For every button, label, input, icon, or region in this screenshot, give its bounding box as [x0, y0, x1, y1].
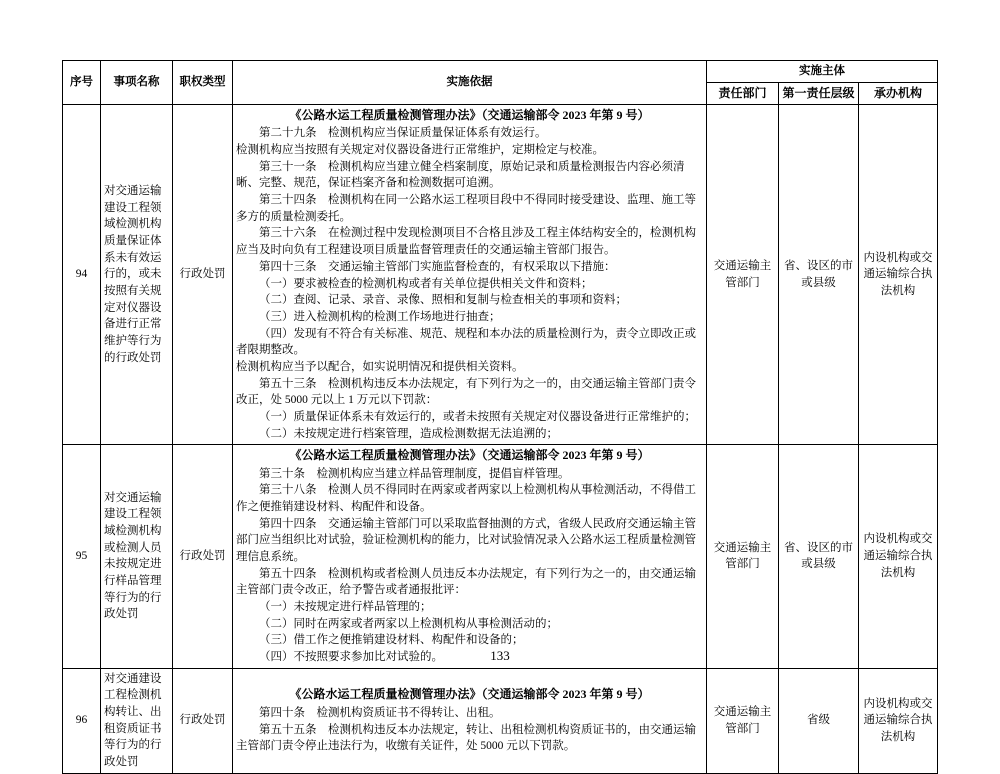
cell-type: 行政处罚	[173, 105, 233, 445]
basis-line: （四）不按照要求参加比对试验的。	[259, 651, 443, 663]
cell-basis	[233, 668, 707, 773]
table-header-row-1	[63, 61, 938, 83]
page-number: 133	[490, 648, 510, 663]
cell-dept: 交通运输主管部门	[707, 445, 779, 668]
cell-org: 内设机构或交通运输综合执法机构	[859, 668, 938, 773]
cell-org: 内设机构或交通运输综合执法机构	[859, 105, 938, 445]
cell-name: 对交通运输建设工程领域检测机构质量保证体系未有效运行的，或未按照有关规定对仪器设备进行正常维护等行为的行政处罚	[101, 105, 173, 445]
basis-line: 第三十一条 检测机构应当建立健全档案制度，原始记录和质量检测报告内容必须清晰、完整、规范，保证档案齐备和检测数据可追溯。	[236, 160, 685, 190]
basis-line: （三）借工作之便推销建设材料、构配件和设备的；	[259, 634, 524, 647]
basis-line: 第三十六条 在检测过程中发现检测项目不合格且涉及工程主体结构安全的，检测机构应当及时向负有工程建设项目质量监督管理责任的交通运输主管部门报告。	[236, 227, 696, 257]
basis-line: 第四十四条 交通运输主管部门可以采取监督抽测的方式，省级人民政府交通运输主管部门应当组织比对试验，验证检测机构的能力，比对试验情况录入公路水运工程质量检测管理信息系统。	[236, 517, 696, 563]
basis-line: 第四十三条 交通运输主管部门实施监督检查的，有权采取以下措施：	[259, 260, 616, 273]
cell-type: 行政处罚	[173, 445, 233, 668]
basis-line: 第五十四条 检测机构或者检测人员违反本办法规定，有下列行为之一的，由交通运输主管部门责令改正，给予警告或者通报批评：	[236, 567, 696, 597]
cell-seq: 96	[63, 668, 101, 773]
basis-line: 第五十五条 检测机构违反本办法规定，转让、出租检测机构资质证书的，由交通运输主管部门责令停止违法行为，收缴有关证件，处 5000 元以下罚款。	[236, 723, 696, 753]
table-row	[63, 105, 938, 445]
header-subject-group: 实施主体	[707, 61, 938, 83]
basis-line: （二）未按规定进行档案管理，造成检测数据无法追溯的；	[259, 427, 558, 440]
basis-title: 《公路水运工程质量检测管理办法》（交通运输部令 2023 年第 9 号）	[289, 108, 650, 123]
header-level: 第一责任层级	[779, 82, 859, 104]
basis-title: 《公路水运工程质量检测管理办法》（交通运输部令 2023 年第 9 号）	[289, 687, 650, 702]
cell-level: 省级	[779, 668, 859, 773]
basis-line: 检测机构应当按照有关规定对仪器设备进行正常维护，定期检定与校准。	[236, 144, 604, 157]
header-basis: 实施依据	[233, 61, 707, 105]
basis-line: 第三十四条 检测机构在同一公路水运工程项目段中不得同时接受建设、监理、施工等多方的质量检测委托。	[236, 194, 696, 223]
header-name: 事项名称	[101, 61, 173, 105]
table-row	[63, 668, 938, 773]
basis-line: 检测机构应当予以配合，如实说明情况和提供相关资料。	[236, 360, 524, 373]
basis-line: 第五十三条 检测机构违反本办法规定，有下列行为之一的，由交通运输主管部门责令改正，处 5000 元以上 1 万元以下罚款：	[236, 377, 696, 407]
table-body	[63, 105, 938, 774]
basis-line: （二）查阅、记录、录音、录像、照相和复制与检查相关的事项和资料；	[259, 294, 627, 307]
permissions-table	[62, 60, 938, 774]
cell-type: 行政处罚	[173, 668, 233, 773]
basis-title: 《公路水运工程质量检测管理办法》（交通运输部令 2023 年第 9 号）	[289, 448, 650, 463]
basis-line: （四）发现有不符合有关标准、规范、规程和本办法的质量检测行为，责令立即改正或者限期整改。	[236, 327, 696, 357]
basis-line: （三）进入检测机构的检测工作场地进行抽查；	[259, 310, 501, 323]
cell-basis	[233, 105, 707, 445]
header-dept: 责任部门	[707, 82, 779, 104]
cell-org: 内设机构或交通运输综合执法机构	[859, 445, 938, 668]
cell-dept: 交通运输主管部门	[707, 105, 779, 445]
basis-line: （一）未按规定进行样品管理的；	[259, 600, 432, 613]
basis-line: （二）同时在两家或者两家以上检测机构从事检测活动的；	[259, 617, 558, 630]
cell-basis	[233, 445, 707, 668]
header-seq: 序号	[63, 61, 101, 105]
basis-line: （一）要求被检查的检测机构或者有关单位提供相关文件和资料；	[259, 277, 593, 290]
header-type: 职权类型	[173, 61, 233, 105]
cell-dept: 交通运输主管部门	[707, 668, 779, 773]
cell-level: 省、设区的市或县级	[779, 445, 859, 668]
permissions-table-container	[62, 60, 937, 774]
basis-line: （一）质量保证体系未有效运行的，或者未按照有关规定对仪器设备进行正常维护的；	[259, 410, 696, 423]
cell-name: 对交通建设工程检测机构转让、出租资质证书等行为的行政处罚	[101, 668, 173, 773]
basis-line: 第四十条 检测机构资质证书不得转让、出租。	[259, 706, 501, 719]
basis-line: 第三十八条 检测人员不得同时在两家或者两家以上检测机构从事检测活动，不得借工作之便推销建设材料、构配件和设备。	[236, 484, 696, 513]
header-org: 承办机构	[859, 82, 938, 104]
cell-level: 省、设区的市或县级	[779, 105, 859, 445]
cell-seq: 95	[63, 445, 101, 668]
cell-seq: 94	[63, 105, 101, 445]
cell-name: 对交通运输建设工程领域检测机构或检测人员未按规定进行样品管理等行为的行政处罚	[101, 445, 173, 668]
table-row	[63, 445, 938, 668]
basis-line: 第三十条 检测机构应当建立样品管理制度，提倡盲样管理。	[259, 467, 570, 480]
basis-line: 第二十九条 检测机构应当保证质量保证体系有效运行。	[259, 127, 547, 140]
table-header	[63, 61, 938, 105]
